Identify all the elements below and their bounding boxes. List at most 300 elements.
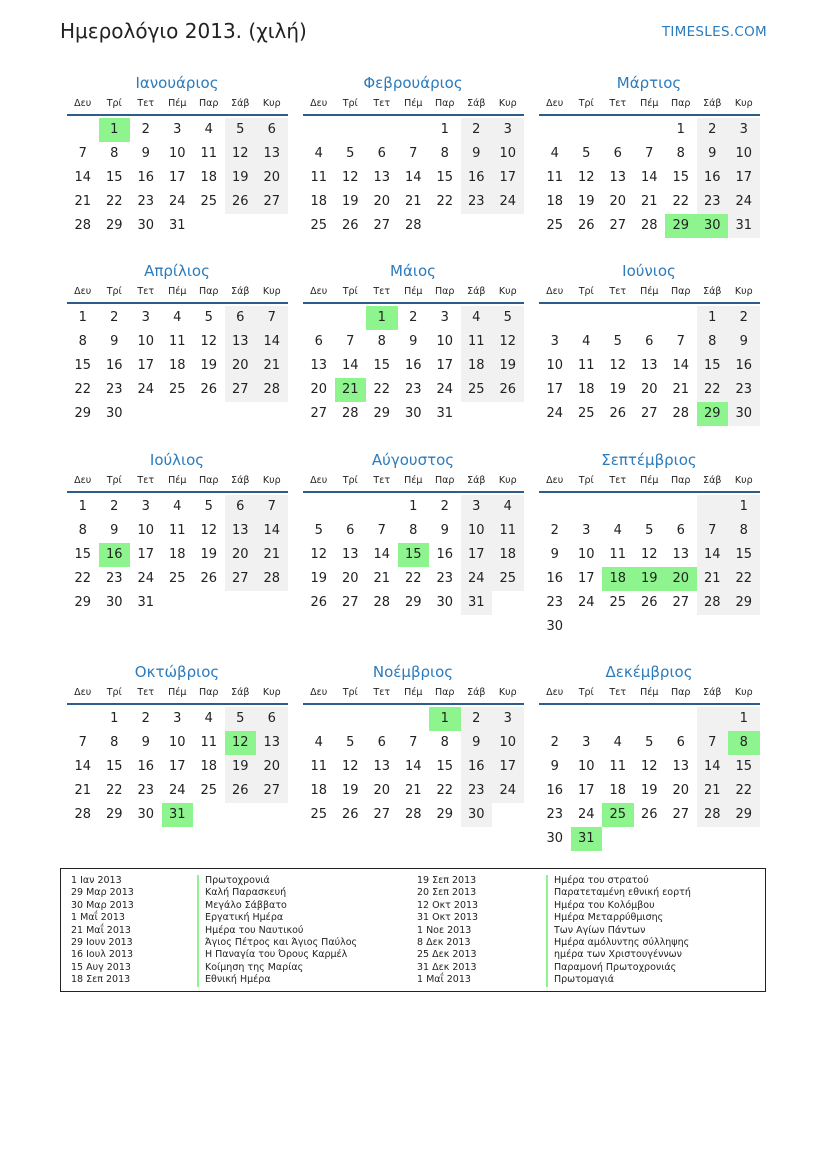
holiday-day-cell: 31 [571,827,603,851]
header-rule [303,114,524,116]
day-cell: 21 [697,567,729,591]
month-calendar [539,449,759,639]
legend-date: 1 Ιαν 2013 [71,875,122,886]
legend-name: Καλή Παρασκευή [197,887,357,899]
day-cell: 11 [310,170,328,185]
day-cell: 21 [404,194,422,209]
day-cell: 9 [550,759,559,774]
day-cell: 14 [256,330,288,354]
header-rule [67,703,288,705]
legend-name: Πρωτοχρονιά [197,875,357,887]
day-cell: 11 [310,759,328,774]
day-cell: 7 [377,523,386,538]
day-cell: 30 [546,619,564,634]
day-cell: 5 [346,735,355,750]
day-cell: 23 [105,382,123,397]
day-cell: 1 [78,499,87,514]
day-cell: 28 [697,803,729,827]
day-cell: 25 [310,807,328,822]
day-cell: 5 [645,523,654,538]
legend-date: 18 Σεπ 2013 [71,974,131,986]
brand-link[interactable]: TIMESLES.COM [661,24,767,40]
day-cell: 19 [341,783,359,798]
day-cell: 15 [728,543,760,567]
day-cell: 11 [546,170,564,185]
day-cell: 8 [440,735,449,750]
weekday-header: Πέμ [404,475,423,486]
day-cell: 4 [461,306,493,330]
weekday-header: Σάβ [703,687,722,698]
day-cell: 17 [168,170,186,185]
day-cell: 27 [373,218,391,233]
month-calendar [539,72,759,238]
weekday-header: Παρ [199,475,219,486]
day-cell: 19 [609,382,627,397]
day-cell: 14 [373,547,391,562]
day-cell: 12 [492,330,524,354]
day-cell: 12 [341,759,359,774]
legend-name: ημέρα των Χριστουγέννων [546,949,691,961]
weekday-header: Κυρ [734,687,753,698]
day-cell: 26 [310,595,328,610]
day-cell: 31 [461,591,493,615]
day-cell: 13 [373,759,391,774]
empty-day-cell [539,495,571,519]
day-cell: 17 [137,547,155,562]
day-cell: 7 [256,306,288,330]
month-name: Αύγουστος [371,451,455,469]
day-cell: 15 [436,170,454,185]
day-cell: 30 [728,402,760,426]
day-cell: 29 [373,406,391,421]
weekday-header: Παρ [199,687,219,698]
day-cell: 18 [461,354,493,378]
weekday-header: Πέμ [404,286,423,297]
day-cell: 8 [78,523,87,538]
day-cell: 17 [577,783,595,798]
day-cell: 2 [461,707,493,731]
header-rule [67,114,288,116]
legend-date: 31 Οκτ 2013 [417,912,479,924]
day-cell: 1 [110,711,119,726]
day-cell: 27 [640,406,658,421]
day-cell: 24 [577,807,595,822]
day-cell: 23 [105,571,123,586]
day-cell: 26 [225,779,257,803]
day-cell: 23 [546,595,564,610]
month-calendar [539,260,759,426]
weekday-header: Τρί [342,475,358,486]
month-grid [303,94,523,238]
month-grid [303,282,523,426]
day-cell: 9 [409,334,418,349]
day-cell: 28 [404,218,422,233]
empty-day-cell [539,118,571,142]
day-cell: 28 [74,218,92,233]
header-rule [539,491,760,493]
month-name: Απρίλιος [144,262,210,280]
weekday-header: Δευ [546,475,564,486]
month-name: Δεκέμβριος [605,663,693,681]
legend-name: Παραμονή Πρωτοχρονιάς [546,962,691,974]
day-cell: 26 [341,218,359,233]
header-rule [303,491,524,493]
day-cell: 9 [461,142,493,166]
weekday-header: Παρ [671,475,691,486]
day-cell: 17 [577,571,595,586]
empty-day-cell [571,707,603,731]
day-cell: 2 [697,118,729,142]
day-cell: 28 [640,218,658,233]
day-cell: 28 [341,406,359,421]
day-cell: 18 [577,382,595,397]
holiday-day-cell: 15 [398,543,430,567]
day-cell: 5 [492,306,524,330]
day-cell: 14 [256,519,288,543]
day-cell: 25 [168,382,186,397]
day-cell: 17 [546,382,564,397]
day-cell: 27 [341,595,359,610]
day-cell: 3 [141,310,150,325]
day-cell: 7 [409,146,418,161]
day-cell: 26 [577,218,595,233]
day-cell: 19 [640,783,658,798]
day-cell: 6 [256,118,288,142]
weekday-header: Πέμ [168,687,187,698]
day-cell: 13 [640,358,658,373]
day-cell: 22 [672,194,690,209]
day-cell: 14 [404,759,422,774]
legend-date: 8 Δεκ 2013 [417,936,471,948]
day-cell: 26 [492,378,524,402]
day-cell: 6 [613,146,622,161]
month-name: Μάιος [390,262,436,280]
weekday-header: Κυρ [498,98,517,109]
month-grid [303,683,523,827]
day-cell: 10 [492,142,524,166]
legend-date: 1 Μαΐ 2013 [417,974,471,986]
legend-date: 15 Αυγ 2013 [71,961,131,973]
day-cell: 5 [204,310,213,325]
day-cell: 8 [377,334,386,349]
legend-date: 29 Ιουν 2013 [71,936,133,948]
day-cell: 28 [256,378,288,402]
day-cell: 1 [78,310,87,325]
day-cell: 14 [697,755,729,779]
weekday-header: Παρ [671,687,691,698]
day-cell: 25 [168,571,186,586]
weekday-header: Τετ [137,687,155,698]
month-calendar [539,661,759,851]
empty-day-cell [634,118,666,142]
month-name: Ιούνιος [622,262,676,280]
weekday-header: Τετ [373,98,391,109]
weekday-header: Τρί [106,475,122,486]
day-cell: 4 [173,310,182,325]
day-cell: 23 [546,807,564,822]
header-rule [303,302,524,304]
day-cell: 18 [492,543,524,567]
day-cell: 15 [105,170,123,185]
day-cell: 8 [78,334,87,349]
day-cell: 6 [225,495,257,519]
weekday-header: Σάβ [231,98,250,109]
empty-day-cell [335,495,367,519]
day-cell: 3 [492,118,524,142]
day-cell: 22 [436,783,454,798]
day-cell: 18 [310,194,328,209]
day-cell: 16 [436,547,454,562]
empty-day-cell [571,495,603,519]
weekday-header: Δευ [74,475,92,486]
weekday-header: Δευ [310,286,328,297]
day-cell: 20 [310,382,328,397]
legend-date: 1 Νοε 2013 [417,924,472,936]
empty-day-cell [303,495,335,519]
day-cell: 20 [341,571,359,586]
day-cell: 19 [577,194,595,209]
header-rule [539,703,760,705]
month-name: Νοέμβριος [372,663,454,681]
day-cell: 16 [728,354,760,378]
day-cell: 17 [461,543,493,567]
day-cell: 5 [225,118,257,142]
day-cell: 26 [609,406,627,421]
day-cell: 5 [314,523,323,538]
day-cell: 21 [404,783,422,798]
empty-day-cell [303,118,335,142]
empty-day-cell [697,495,729,519]
weekday-header: Κυρ [262,687,281,698]
day-cell: 29 [404,595,422,610]
day-cell: 12 [225,142,257,166]
weekday-header: Παρ [435,687,455,698]
day-cell: 25 [461,378,493,402]
day-cell: 30 [436,595,454,610]
day-cell: 13 [256,731,288,755]
day-cell: 1 [676,122,685,137]
day-cell: 8 [110,735,119,750]
day-cell: 29 [74,406,92,421]
day-cell: 28 [697,591,729,615]
day-cell: 15 [436,759,454,774]
legend-name: Πρωτομαγιά [546,974,691,986]
day-cell: 26 [225,190,257,214]
day-cell: 7 [78,146,87,161]
weekday-header: Παρ [199,286,219,297]
empty-day-cell [398,118,430,142]
empty-day-cell [665,495,697,519]
legend-date: 16 Ιουλ 2013 [71,949,134,961]
day-cell: 24 [728,190,760,214]
day-cell: 1 [697,306,729,330]
day-cell: 3 [492,707,524,731]
weekday-header: Τετ [137,98,155,109]
empty-day-cell [697,707,729,731]
day-cell: 30 [137,807,155,822]
day-cell: 17 [728,166,760,190]
month-calendar [67,260,287,426]
legend-name: Παρατεταμένη εθνική εορτή [546,887,691,899]
day-cell: 17 [137,358,155,373]
day-cell: 24 [492,779,524,803]
day-cell: 16 [137,759,155,774]
weekday-header: Τετ [137,286,155,297]
month-name: Μάρτιος [616,74,682,92]
weekday-header: Κυρ [262,286,281,297]
empty-day-cell [602,495,634,519]
weekday-header: Παρ [435,98,455,109]
day-cell: 24 [492,190,524,214]
day-cell: 29 [105,807,123,822]
weekday-header: Πέμ [168,98,187,109]
day-cell: 14 [404,170,422,185]
day-cell: 30 [546,831,564,846]
weekday-header: Κυρ [498,687,517,698]
empty-day-cell [634,306,666,330]
month-calendar [303,72,523,238]
page-title: Ημερολόγιο 2013. (χιλή) [60,19,307,43]
day-cell: 23 [137,783,155,798]
weekday-header: Δευ [74,286,92,297]
day-cell: 25 [200,783,218,798]
day-cell: 6 [225,306,257,330]
day-cell: 13 [310,358,328,373]
weekday-header: Δευ [310,98,328,109]
day-cell: 16 [546,571,564,586]
day-cell: 9 [110,523,119,538]
day-cell: 12 [341,170,359,185]
day-cell: 1 [728,495,760,519]
day-cell: 7 [645,146,654,161]
day-cell: 28 [672,406,690,421]
empty-day-cell [398,707,430,731]
header-rule [539,302,760,304]
holiday-day-cell: 1 [99,118,131,142]
empty-day-cell [67,118,99,142]
day-cell: 27 [672,595,690,610]
day-cell: 23 [436,571,454,586]
day-cell: 10 [577,759,595,774]
legend-name: Μεγάλο Σάββατο [197,900,357,912]
day-cell: 4 [314,735,323,750]
month-calendar [67,449,287,615]
holiday-day-cell: 1 [366,306,398,330]
day-cell: 15 [74,547,92,562]
day-cell: 8 [697,330,729,354]
legend-date: 12 Οκτ 2013 [417,899,479,911]
legend-name: Εθνική Ημέρα [197,974,357,986]
day-cell: 24 [577,595,595,610]
day-cell: 4 [582,334,591,349]
day-cell: 26 [200,571,218,586]
month-grid [67,683,287,827]
weekday-header: Τετ [373,687,391,698]
day-cell: 16 [461,755,493,779]
day-cell: 7 [78,735,87,750]
day-cell: 2 [141,711,150,726]
legend-name: Η Παναγία του Όρους Καρμέλ [197,949,357,961]
day-cell: 2 [728,306,760,330]
day-cell: 31 [728,214,760,238]
weekday-header: Σάβ [231,687,250,698]
day-cell: 20 [225,543,257,567]
legend-date: 20 Σεπ 2013 [417,887,477,899]
day-cell: 8 [440,146,449,161]
holiday-day-cell: 12 [225,731,257,755]
day-cell: 11 [609,547,627,562]
day-cell: 1 [440,122,449,137]
holiday-day-cell: 29 [697,402,729,426]
month-grid [539,94,759,238]
day-cell: 25 [546,218,564,233]
day-cell: 13 [672,759,690,774]
holiday-day-cell: 8 [728,731,760,755]
month-grid [539,471,759,639]
month-calendar [67,661,287,827]
day-cell: 23 [728,378,760,402]
empty-day-cell [366,118,398,142]
day-cell: 15 [74,358,92,373]
day-cell: 10 [137,334,155,349]
day-cell: 3 [461,495,493,519]
month-grid [67,94,287,238]
day-cell: 30 [404,406,422,421]
empty-day-cell [303,707,335,731]
day-cell: 3 [582,735,591,750]
weekday-header: Τετ [609,687,627,698]
day-cell: 2 [550,735,559,750]
day-cell: 17 [492,755,524,779]
holiday-day-cell: 21 [335,378,367,402]
day-cell: 23 [137,194,155,209]
empty-day-cell [539,707,571,731]
day-cell: 3 [141,499,150,514]
day-cell: 17 [436,358,454,373]
legend-date: 1 Μαΐ 2013 [71,912,125,924]
legend-name: Ημέρα αμόλυντης σύλληψης [546,937,691,949]
day-cell: 26 [640,807,658,822]
weekday-header: Κυρ [498,475,517,486]
day-cell: 7 [676,334,685,349]
day-cell: 22 [697,378,729,402]
holiday-day-cell: 29 [665,214,697,238]
legend-name: Κοίμηση της Μαρίας [197,962,357,974]
day-cell: 9 [110,334,119,349]
day-cell: 6 [346,523,355,538]
month-grid [303,471,523,615]
weekday-header: Τρί [342,687,358,698]
day-cell: 14 [74,170,92,185]
day-cell: 2 [409,310,418,325]
day-cell: 25 [200,194,218,209]
day-cell: 16 [137,170,155,185]
weekday-header: Πέμ [168,286,187,297]
day-cell: 21 [74,194,92,209]
day-cell: 24 [137,571,155,586]
day-cell: 15 [728,755,760,779]
header-rule [67,302,288,304]
weekday-header: Τρί [578,286,594,297]
day-cell: 16 [697,166,729,190]
day-cell: 11 [461,330,493,354]
day-cell: 5 [645,735,654,750]
day-cell: 15 [373,358,391,373]
empty-day-cell [665,707,697,731]
day-cell: 6 [377,735,386,750]
weekday-header: Δευ [546,98,564,109]
legend-date: 25 Δεκ 2013 [417,949,477,961]
